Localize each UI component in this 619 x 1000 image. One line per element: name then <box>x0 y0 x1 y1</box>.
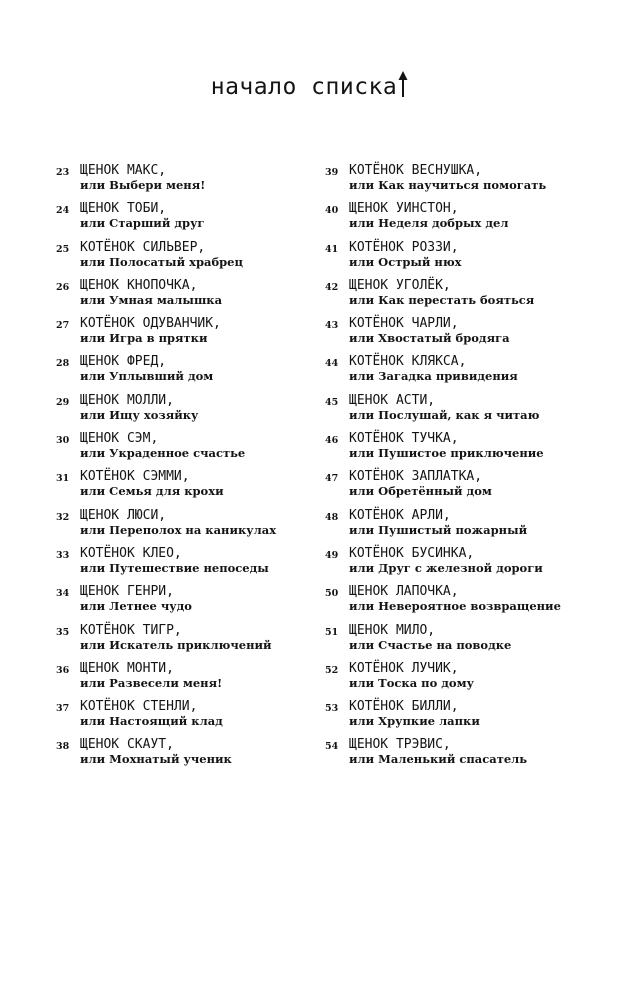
book-number: 30 <box>56 435 70 447</box>
book-number: 43 <box>325 320 339 332</box>
book-number: 47 <box>325 473 339 485</box>
book-number: 48 <box>325 511 339 523</box>
book-entry <box>325 700 615 738</box>
book-subtitle: или Настоящий клад <box>80 714 223 729</box>
book-entry <box>56 547 314 585</box>
book-number: 46 <box>325 435 339 447</box>
book-subtitle: или Как перестать бояться <box>349 292 535 307</box>
book-number: 29 <box>56 396 70 408</box>
book-entry <box>56 470 314 508</box>
book-subtitle: или Развесели меня! <box>80 675 223 690</box>
book-title: ЩЕНОК МОЛЛИ, <box>80 392 174 408</box>
book-title: ЩЕНОК МИЛО, <box>349 622 436 638</box>
book-title: ЩЕНОК АСТИ, <box>349 392 436 408</box>
book-title: КОТЁНОК СЭММИ, <box>80 469 190 485</box>
book-subtitle: или Тоска по дому <box>349 675 474 690</box>
book-number: 54 <box>325 741 339 753</box>
book-subtitle: или Ищу хозяйку <box>80 407 199 422</box>
book-entry <box>56 164 314 202</box>
book-title: ЩЕНОК КНОПОЧКА, <box>80 277 198 293</box>
book-subtitle: или Хрупкие лапки <box>349 714 480 729</box>
book-title: КОТЁНОК ОДУВАНЧИК, <box>80 316 221 332</box>
book-entry <box>56 432 314 470</box>
book-title: ЩЕНОК СЭМ, <box>80 431 159 447</box>
book-list-right <box>325 164 615 777</box>
book-subtitle: или Невероятное возвращение <box>349 599 561 614</box>
book-title: КОТЁНОК СТЕНЛИ, <box>80 699 198 715</box>
book-number: 26 <box>56 281 70 293</box>
book-entry <box>325 279 615 317</box>
book-title: ЩЕНОК ЛАПОЧКА, <box>349 584 459 600</box>
book-entry <box>56 202 314 240</box>
book-list-left <box>56 164 314 777</box>
book-title: КОТЁНОК БУСИНКА, <box>349 545 475 561</box>
book-subtitle: или Маленький спасатель <box>349 752 528 767</box>
book-number: 27 <box>56 320 70 332</box>
book-title: КОТЁНОК КЛЯКСА, <box>349 354 467 370</box>
book-title: КОТЁНОК ТУЧКА, <box>349 431 459 447</box>
book-title: ЩЕНОК ТОБИ, <box>80 201 167 217</box>
book-entry <box>56 279 314 317</box>
book-subtitle: или Мохнатый ученик <box>80 752 232 767</box>
book-subtitle: или Искатель приключений <box>80 637 272 652</box>
book-subtitle: или Пушистый пожарный <box>349 522 528 537</box>
book-number: 28 <box>56 358 70 370</box>
book-number: 31 <box>56 473 70 485</box>
book-number: 32 <box>56 511 70 523</box>
book-entry <box>56 394 314 432</box>
book-title: ЩЕНОК ФРЕД, <box>80 354 167 370</box>
book-number: 50 <box>325 588 339 600</box>
book-subtitle: или Украденное счастье <box>80 446 246 461</box>
book-title: ЩЕНОК УГОЛЁК, <box>349 277 451 293</box>
book-number: 52 <box>325 664 339 676</box>
arrow-up-icon <box>398 71 408 107</box>
book-number: 49 <box>325 549 339 561</box>
page-title-text: начало списка <box>210 74 398 100</box>
book-number: 44 <box>325 358 339 370</box>
book-entry <box>56 624 314 662</box>
book-subtitle: или Путешествие непоседы <box>80 560 269 575</box>
book-number: 42 <box>325 281 339 293</box>
book-entry <box>325 624 615 662</box>
book-number: 35 <box>56 626 70 638</box>
book-subtitle: или Умная малышка <box>80 292 223 307</box>
book-number: 38 <box>56 741 70 753</box>
book-number: 51 <box>325 626 339 638</box>
book-subtitle: или Счастье на поводке <box>349 637 512 652</box>
book-entry <box>325 432 615 470</box>
book-title: КОТЁНОК СИЛЬВЕР, <box>80 239 206 255</box>
book-title: КОТЁНОК КЛЕО, <box>80 545 182 561</box>
book-title: ЩЕНОК МОНТИ, <box>80 660 174 676</box>
book-entry <box>56 662 314 700</box>
book-entry <box>56 509 314 547</box>
book-title: КОТЁНОК БИЛЛИ, <box>349 699 459 715</box>
book-subtitle: или Старший друг <box>80 216 205 231</box>
book-subtitle: или Семья для крохи <box>80 484 224 499</box>
book-entry <box>325 164 615 202</box>
book-entry <box>56 738 314 776</box>
book-subtitle: или Как научиться помогать <box>349 178 547 192</box>
book-subtitle: или Острый нюх <box>349 254 462 269</box>
book-title: КОТЁНОК ЗАПЛАТКА, <box>349 469 483 485</box>
book-number: 23 <box>56 167 70 178</box>
book-entry <box>325 241 615 279</box>
book-entry <box>56 241 314 279</box>
book-title: КОТЁНОК ВЕСНУШКА, <box>349 163 483 178</box>
book-number: 33 <box>56 549 70 561</box>
book-entry <box>325 585 615 623</box>
book-subtitle: или Летнее чудо <box>80 599 192 614</box>
book-number: 39 <box>325 167 339 178</box>
book-entry <box>56 700 314 738</box>
book-entry <box>56 585 314 623</box>
book-number: 45 <box>325 396 339 408</box>
book-subtitle: или Переполох на каникулах <box>80 522 277 537</box>
book-entry <box>325 470 615 508</box>
book-number: 37 <box>56 703 70 715</box>
book-title: ЩЕНОК МАКС, <box>80 163 167 178</box>
book-subtitle: или Обретённый дом <box>349 484 492 499</box>
book-subtitle: или Послушай, как я читаю <box>349 407 540 422</box>
book-entry <box>325 394 615 432</box>
book-entry <box>325 738 615 776</box>
book-title: КОТЁНОК РОЗЗИ, <box>349 239 459 255</box>
book-title: КОТЁНОК АРЛИ, <box>349 507 451 523</box>
book-subtitle: или Друг с железной дороги <box>349 560 543 575</box>
book-number: 24 <box>56 205 70 217</box>
book-title: ЩЕНОК СКАУТ, <box>80 737 174 753</box>
page-title <box>0 70 619 107</box>
book-entry <box>325 317 615 355</box>
book-entry <box>325 202 615 240</box>
book-subtitle: или Игра в прятки <box>80 331 208 346</box>
book-subtitle: или Неделя добрых дел <box>349 216 509 231</box>
book-number: 53 <box>325 703 339 715</box>
book-title: КОТЁНОК ТИГР, <box>80 622 182 638</box>
book-subtitle: или Уплывший дом <box>80 369 214 384</box>
book-title: ЩЕНОК ТРЭВИС, <box>349 737 451 753</box>
book-subtitle: или Хвостатый бродяга <box>349 331 510 346</box>
book-title: КОТЁНОК ЧАРЛИ, <box>349 316 459 332</box>
book-title: ЩЕНОК УИНСТОН, <box>349 201 459 217</box>
book-title: ЩЕНОК ГЕНРИ, <box>80 584 174 600</box>
book-entry <box>56 317 314 355</box>
book-subtitle: или Полосатый храбрец <box>80 254 243 269</box>
book-subtitle: или Выбери меня! <box>80 178 206 192</box>
book-number: 25 <box>56 243 70 255</box>
book-number: 34 <box>56 588 70 600</box>
book-title: КОТЁНОК ЛУЧИК, <box>349 660 459 676</box>
book-entry <box>325 662 615 700</box>
book-title: ЩЕНОК ЛЮСИ, <box>80 507 167 523</box>
book-entry <box>56 355 314 393</box>
book-number: 36 <box>56 664 70 676</box>
book-subtitle: или Загадка привидения <box>349 369 518 384</box>
book-entry <box>325 509 615 547</box>
book-entry <box>325 547 615 585</box>
book-number: 41 <box>325 243 339 255</box>
book-subtitle: или Пушистое приключение <box>349 446 544 461</box>
book-number: 40 <box>325 205 339 217</box>
book-entry <box>325 355 615 393</box>
